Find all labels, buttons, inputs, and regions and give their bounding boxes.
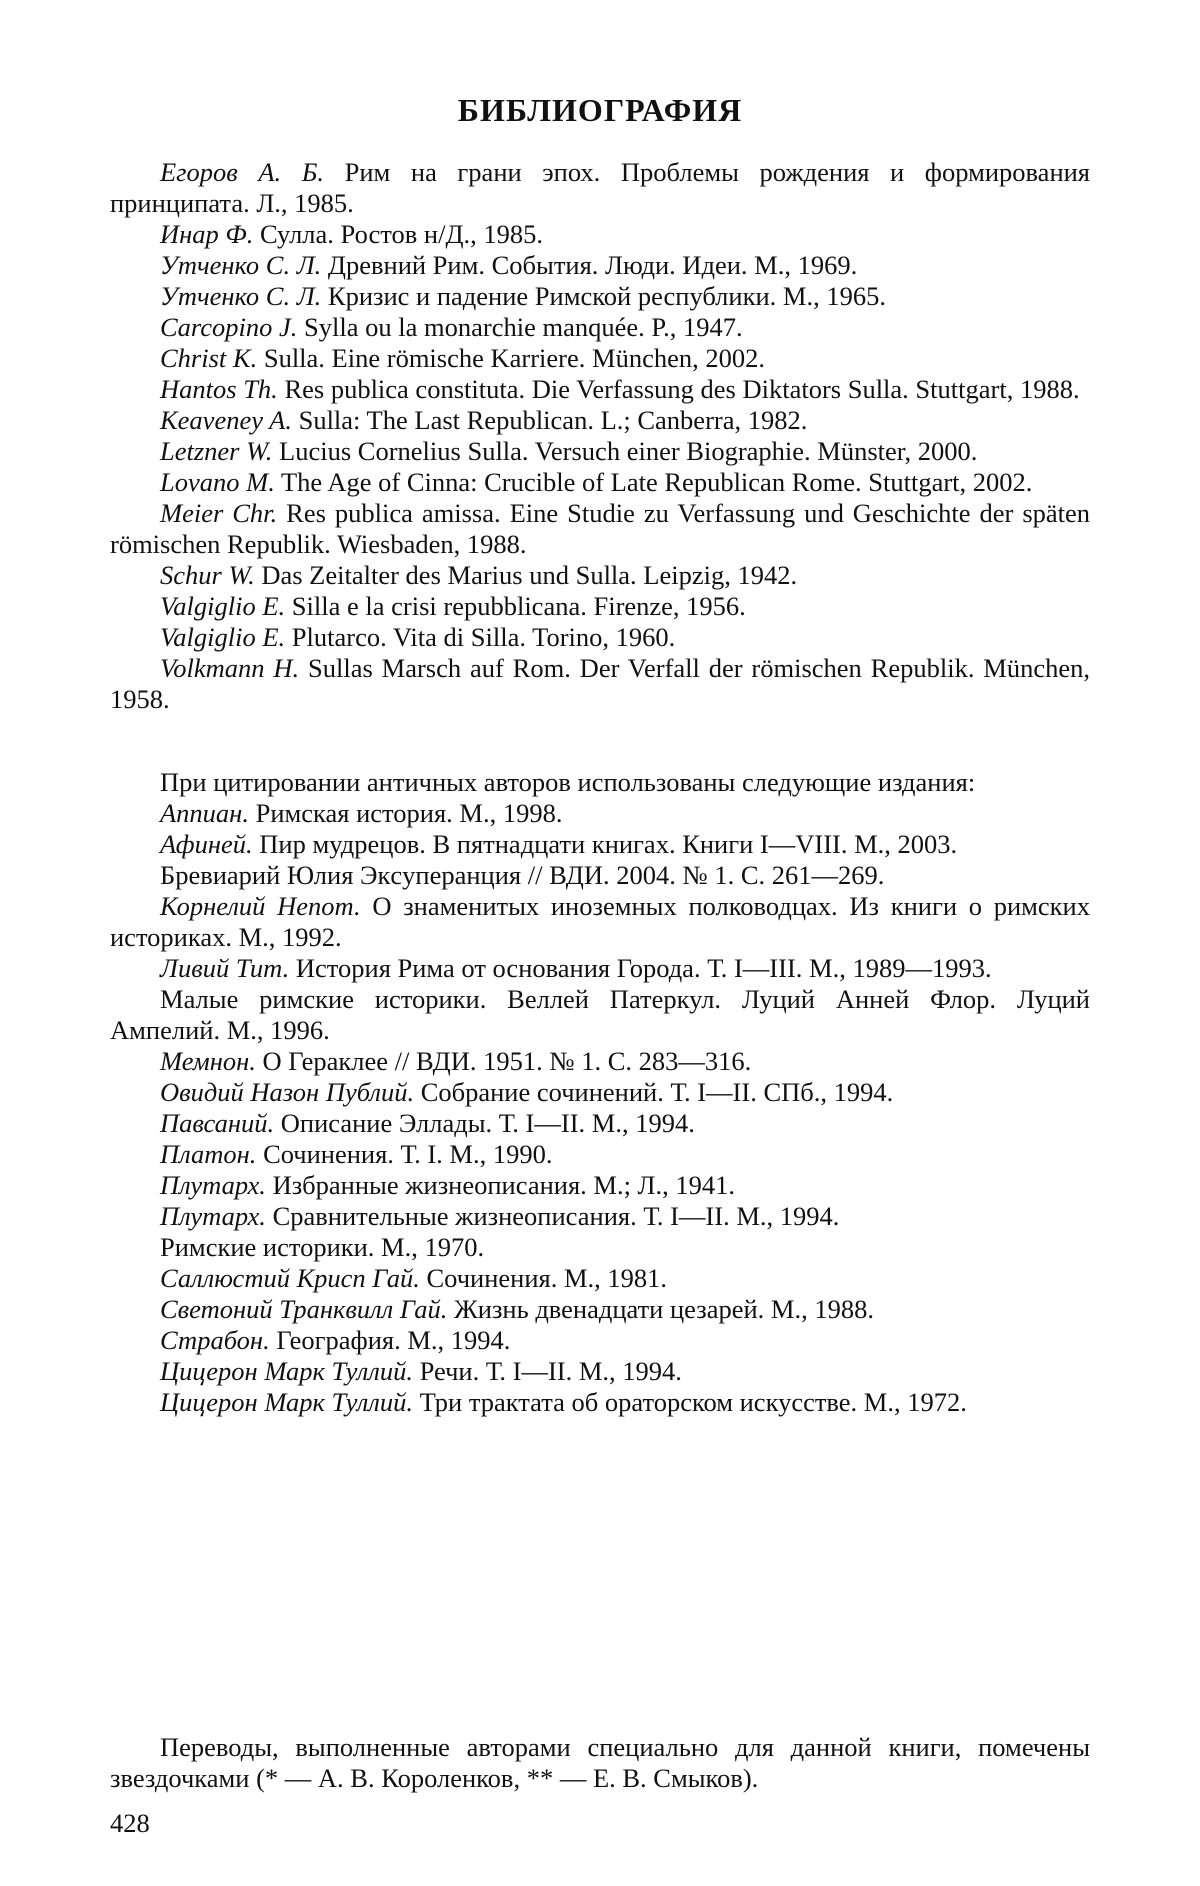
- bibliography-entry: [110, 157, 1090, 219]
- bibliography-entry: [110, 622, 1090, 653]
- entry-author: Hantos Th.: [160, 374, 278, 404]
- entry-text: Сравнительные жизнеописания. Т. I—II. М., 1994.: [273, 1201, 840, 1231]
- page-title: БИБЛИОГРАФИЯ: [0, 92, 1200, 129]
- entry-author: Мемнон.: [160, 1046, 256, 1076]
- entry-text: Избранные жизнеописания. М.; Л., 1941.: [273, 1170, 735, 1200]
- entry-text: О знаменитых иноземных полководцах. Из книги о римских историках. М., 1992.: [110, 891, 1090, 952]
- entry-text: Сулла. Ростов н/Д., 1985.: [260, 219, 543, 249]
- ancient-source-entry: [110, 1356, 1090, 1387]
- bibliography-entry: [110, 591, 1090, 622]
- entry-text: Древний Рим. События. Люди. Идеи. М., 1969.: [328, 250, 857, 280]
- entry-text: Lucius Cornelius Sulla. Versuch einer Biographie. Münster, 2000.: [279, 436, 977, 466]
- entry-text: Das Zeitalter des Marius und Sulla. Leipzig, 1942.: [261, 560, 797, 590]
- bibliography-entry: [110, 653, 1090, 715]
- ancient-source-entry: [110, 829, 1090, 860]
- entry-text: Собрание сочинений. Т. I—II. СПб., 1994.: [421, 1077, 894, 1107]
- entry-text: The Age of Cinna: Crucible of Late Republican Rome. Stuttgart, 2002.: [281, 467, 1032, 497]
- bibliography-entry: [110, 405, 1090, 436]
- entry-author: Ливий Тит.: [160, 953, 289, 983]
- translations-note: Переводы, выполненные авторами специально для данной книги, помечены звездочками (* — А. В. Короленков, ** — Е. В. Смыков).: [110, 1732, 1090, 1794]
- bibliography-list: [110, 157, 1090, 715]
- ancient-source-entry: [110, 953, 1090, 984]
- entry-author: Keaveney A.: [160, 405, 292, 435]
- entry-author: Цицерон Марк Туллий.: [160, 1356, 413, 1386]
- entry-text: Silla e la crisi repubblicana. Firenze, 1956.: [292, 591, 746, 621]
- entry-text: О Гераклее // ВДИ. 1951. № 1. С. 283—316.: [263, 1046, 752, 1076]
- entry-author: Егоров А. Б.: [160, 157, 324, 187]
- entry-text: История Рима от основания Города. Т. I—III. М., 1989—1993.: [296, 953, 992, 983]
- entry-text: Plutarco. Vita di Silla. Torino, 1960.: [292, 622, 676, 652]
- entry-text: Sylla ou la monarchie manquée. P., 1947.: [304, 312, 743, 342]
- bibliography-entry: [110, 436, 1090, 467]
- entry-author: Letzner W.: [160, 436, 272, 466]
- ancient-source-entry: [110, 1325, 1090, 1356]
- page-number: 428: [110, 1808, 150, 1839]
- entry-text: Жизнь двенадцати цезарей. М., 1988.: [454, 1294, 874, 1324]
- ancient-source-entry: [110, 860, 1090, 891]
- entry-text: Малые римские историки. Веллей Патеркул. Луций Анней Флор. Луций Ампелий. М., 1996.: [110, 984, 1090, 1045]
- ancient-source-entry: [110, 1077, 1090, 1108]
- entry-author: Светоний Транквилл Гай.: [160, 1294, 447, 1324]
- entry-author: Аппиан.: [160, 798, 249, 828]
- entry-author: Платон.: [160, 1139, 256, 1169]
- entry-text: Рим на грани эпох. Проблемы рождения и формирования принципата. Л., 1985.: [110, 157, 1090, 218]
- entry-author: Valgiglio E.: [160, 622, 285, 652]
- entry-text: Сочинения. Т. I. М., 1990.: [263, 1139, 552, 1169]
- bibliography-entry: [110, 343, 1090, 374]
- ancient-source-entry: [110, 1139, 1090, 1170]
- entry-text: Кризис и падение Римской республики. М., 1965.: [328, 281, 886, 311]
- ancient-source-entry: [110, 1046, 1090, 1077]
- entry-author: Цицерон Марк Туллий.: [160, 1387, 413, 1417]
- entry-author: Christ K.: [160, 343, 257, 373]
- ancient-source-entry: [110, 1201, 1090, 1232]
- entry-author: Lovano M.: [160, 467, 275, 497]
- entry-text: Римская история. М., 1998.: [256, 798, 563, 828]
- entry-text: Описание Эллады. Т. I—II. М., 1994.: [281, 1108, 695, 1138]
- ancient-source-entry: [110, 798, 1090, 829]
- entry-text: География. М., 1994.: [276, 1325, 510, 1355]
- entry-text: Sulla. Eine römische Karriere. München, 2002.: [264, 343, 765, 373]
- entry-author: Valgiglio E.: [160, 591, 285, 621]
- entry-text: Римские историки. М., 1970.: [160, 1232, 484, 1262]
- entry-author: Корнелий Непот.: [160, 891, 361, 921]
- ancient-source-entry: [110, 1387, 1090, 1418]
- bibliography-entry: [110, 498, 1090, 560]
- entry-author: Инар Ф.: [160, 219, 253, 249]
- bibliography-entry: [110, 250, 1090, 281]
- ancient-source-entry: [110, 1263, 1090, 1294]
- entry-author: Овидий Назон Публий.: [160, 1077, 414, 1107]
- entry-text: Бревиарий Юлия Экcуперанция // ВДИ. 2004. № 1. С. 261—269.: [160, 860, 884, 890]
- ancient-source-entry: [110, 1108, 1090, 1139]
- bibliography-entry: [110, 281, 1090, 312]
- entry-author: Павсаний.: [160, 1108, 274, 1138]
- entry-author: Volkmann H.: [160, 653, 299, 683]
- bibliography-entry: [110, 374, 1090, 405]
- ancient-source-entry: [110, 1170, 1090, 1201]
- ancient-sources-intro: При цитировании античных авторов использованы следующие издания:: [110, 767, 1090, 798]
- ancient-sources-section: [110, 767, 1090, 1418]
- entry-author: Meier Chr.: [160, 498, 277, 528]
- ancient-sources-list: [110, 798, 1090, 1418]
- entry-text: Res publica constituta. Die Verfassung des Diktators Sulla. Stuttgart, 1988.: [284, 374, 1079, 404]
- entry-text: Пир мудрецов. В пятнадцати книгах. Книги I—VIII. М., 2003.: [259, 829, 957, 859]
- entry-text: Речи. Т. I—II. М., 1994.: [420, 1356, 682, 1386]
- entry-text: Sulla: The Last Republican. L.; Canberra, 1982.: [299, 405, 808, 435]
- bibliography-entry: [110, 219, 1090, 250]
- entry-author: Плутарх.: [160, 1201, 266, 1231]
- entry-author: Плутарх.: [160, 1170, 266, 1200]
- bibliography-entry: [110, 467, 1090, 498]
- entry-text: Сочинения. М., 1981.: [426, 1263, 667, 1293]
- entry-author: Страбон.: [160, 1325, 270, 1355]
- entry-text: Sullas Marsch auf Rom. Der Verfall der römischen Republik. München, 1958.: [110, 653, 1090, 714]
- entry-author: Саллюстий Крисп Гай.: [160, 1263, 420, 1293]
- bibliography-entry: [110, 560, 1090, 591]
- entry-text: Res publica amissa. Eine Studie zu Verfassung und Geschichte der späten römischen Republik. Wiesbaden, 1988.: [110, 498, 1090, 559]
- entry-author: Афиней.: [160, 829, 253, 859]
- entry-author: Утченко С. Л.: [160, 250, 321, 280]
- translations-section: [110, 1732, 1090, 1794]
- entry-text: Три трактата об ораторском искусстве. М., 1972.: [420, 1387, 967, 1417]
- ancient-source-entry: [110, 1232, 1090, 1263]
- book-page: [0, 0, 1200, 1886]
- ancient-source-entry: [110, 984, 1090, 1046]
- ancient-source-entry: [110, 891, 1090, 953]
- entry-author: Schur W.: [160, 560, 255, 590]
- bibliography-entry: [110, 312, 1090, 343]
- entry-author: Утченко С. Л.: [160, 281, 321, 311]
- ancient-source-entry: [110, 1294, 1090, 1325]
- entry-author: Carcopino J.: [160, 312, 297, 342]
